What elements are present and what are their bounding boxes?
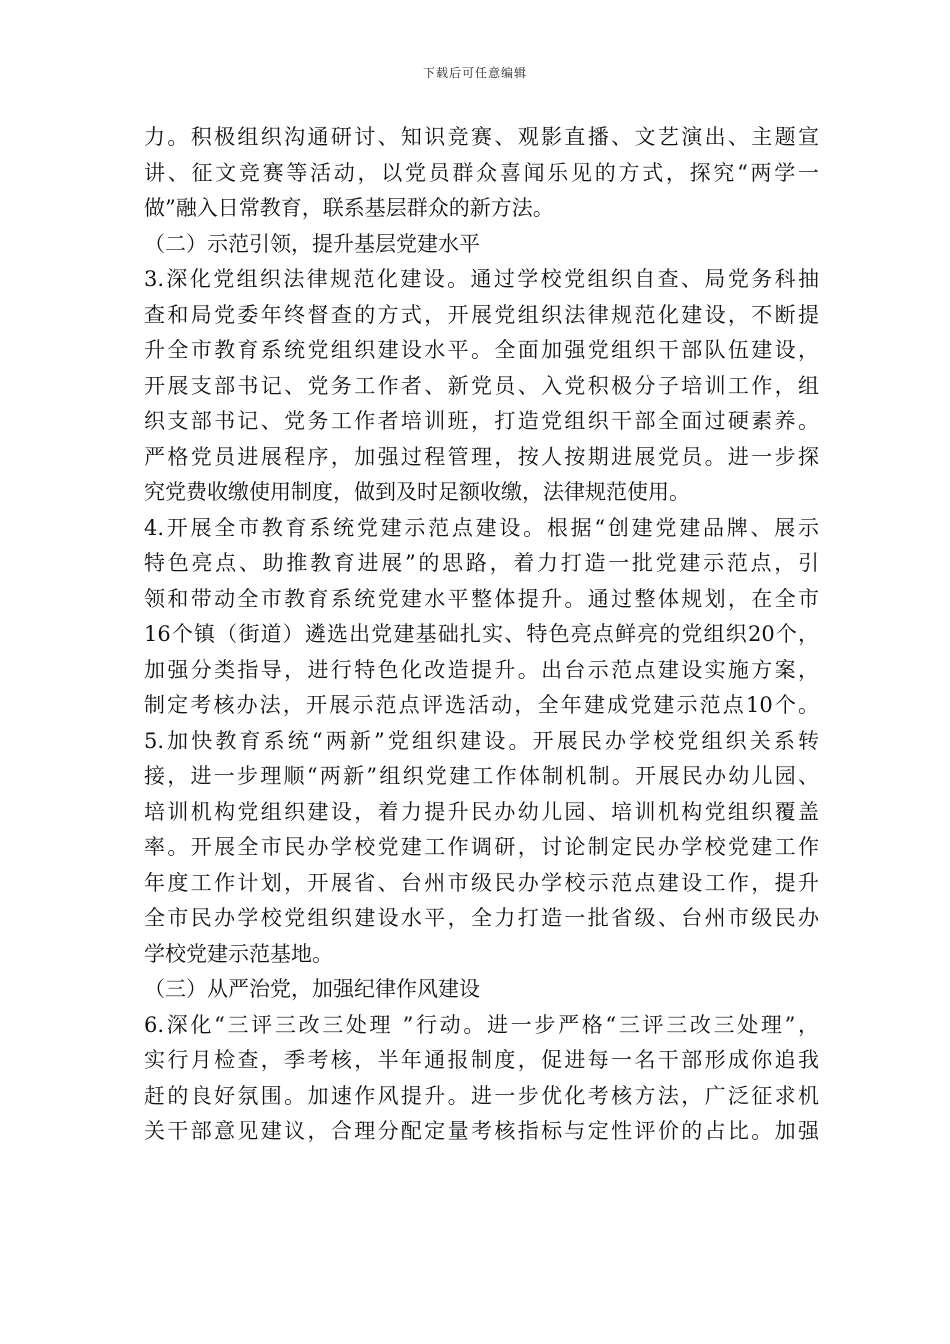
text-line: 赶的良好氛围。加速作风提升。进一步优化考核方法，广泛征求机 bbox=[144, 1083, 819, 1108]
text-line: 开展支部书记、党务工作者、新党员、入党积极分子培训工作，组 bbox=[144, 373, 819, 398]
text-line: 特色亮点、助推教育进展”的思路，着力打造一批党建示范点，引 bbox=[144, 551, 819, 575]
text-line: （三）从严治党，加强纪律作风建设 bbox=[144, 977, 480, 1001]
text-line: 严格党员进展程序，加强过程管理，按人按期进展党员。进一步探 bbox=[144, 444, 819, 469]
text-line: 力。积极组织沟通研讨、知识竞赛、观影直播、文艺演出、主题宣 bbox=[144, 125, 819, 149]
text-line: 16个镇（街道）遴选出党建基础扎实、特色亮点鲜亮的党组织20个， bbox=[144, 622, 819, 646]
text-line: 做”融入日常教育，联系基层群众的新方法。 bbox=[144, 196, 554, 220]
text-line: 升全市教育系统党组织建设水平。全面加强党组织干部队伍建设， bbox=[144, 338, 819, 362]
text-line: 领和带动全市教育系统党建水平整体提升。通过整体规划，在全市 bbox=[144, 586, 819, 611]
text-line: 查和局党委年终督查的方式，开展党组织法律规范化建设，不断提 bbox=[144, 302, 819, 327]
text-line: （二）示范引领，提升基层党建水平 bbox=[144, 231, 480, 256]
text-line: 5.加快教育系统“两新”党组织建设。开展民办学校党组织关系转 bbox=[144, 728, 819, 753]
text-line: 培训机构党组织建设，着力提升民办幼儿园、培训机构党组织覆盖 bbox=[144, 799, 819, 824]
text-line: 年度工作计划，开展省、台州市级民办学校示范点建设工作，提升 bbox=[144, 870, 819, 895]
text-line: 率。开展全市民办学校党建工作调研，讨论制定民办学校党建工作 bbox=[144, 835, 819, 859]
text-line: 加强分类指导，进行特色化改造提升。出台示范点建设实施方案， bbox=[144, 657, 819, 682]
document-body bbox=[144, 120, 819, 1150]
text-line: 接，进一步理顺“两新”组织党建工作体制机制。开展民办幼儿园、 bbox=[144, 764, 819, 788]
text-line: 实行月检查，季考核，半年通报制度，促进每一名干部形成你追我 bbox=[144, 1048, 819, 1072]
text-line: 讲、征文竞赛等活动，以党员群众喜闻乐见的方式，探究“两学一 bbox=[144, 160, 819, 185]
text-line: 学校党建示范基地。 bbox=[144, 941, 333, 966]
text-line: 制定考核办法，开展示范点评选活动，全年建成党建示范点10个。 bbox=[144, 693, 819, 717]
text-line: 究党费收缴使用制度，做到及时足额收缴，法律规范使用。 bbox=[144, 480, 690, 504]
text-line: 6.深化“三评三改三处理 ”行动。进一步严格“三评三改三处理”， bbox=[144, 1012, 819, 1037]
text-line: 全市民办学校党组织建设水平，全力打造一批省级、台州市级民办 bbox=[144, 906, 819, 930]
text-line: 4.开展全市教育系统党建示范点建设。根据“创建党建品牌、展示 bbox=[144, 515, 819, 540]
page-header: 下载后可任意编辑 bbox=[422, 66, 527, 80]
text-line: 关干部意见建议，合理分配定量考核指标与定性评价的占比。加强 bbox=[144, 1119, 819, 1143]
text-line: 3.深化党组织法律规范化建设。通过学校党组织自查、局党务科抽 bbox=[144, 267, 819, 291]
text-line: 织支部书记、党务工作者培训班，打造党组织干部全面过硬素养。 bbox=[144, 409, 819, 433]
